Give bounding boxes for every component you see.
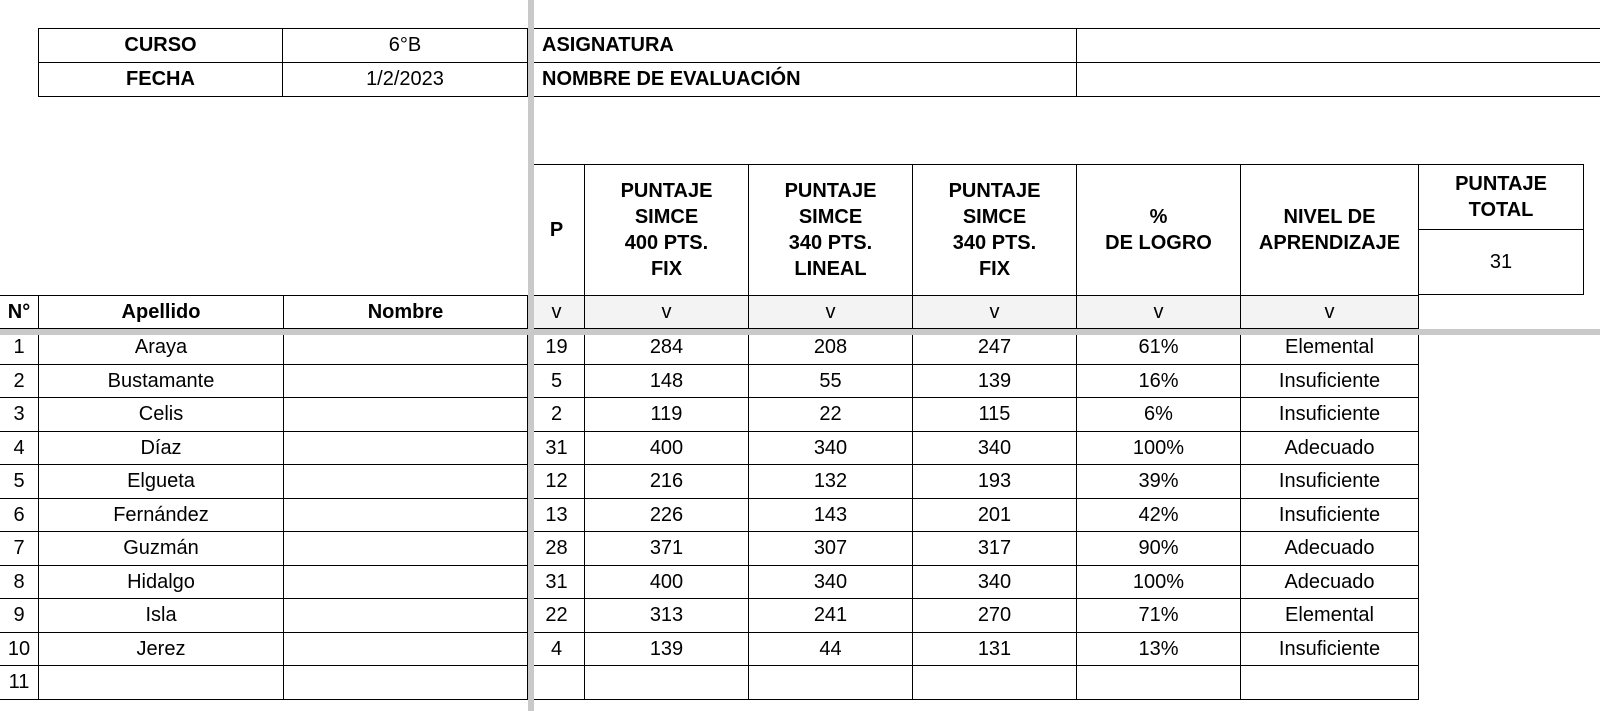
cell-nombre[interactable] — [283, 465, 528, 499]
cell-simce-340-fix[interactable]: 247 — [913, 331, 1077, 365]
cell-simce-340-fix[interactable]: 270 — [913, 599, 1077, 633]
cell-num[interactable]: 4 — [0, 432, 38, 465]
cell-p[interactable] — [528, 666, 585, 700]
header-logro-text: % DE LOGRO — [1105, 206, 1212, 254]
header-simce-340-lineal-text: PUNTAJE SIMCE 340 PTS. LINEAL — [784, 180, 877, 280]
curso-label[interactable]: CURSO — [38, 28, 283, 63]
filter-nivel[interactable]: v — [1241, 295, 1419, 329]
cell-p[interactable]: 28 — [528, 532, 585, 566]
cell-num[interactable]: 7 — [0, 532, 38, 566]
cell-num[interactable]: 9 — [0, 599, 38, 633]
cell-simce-340-fix[interactable]: 201 — [913, 499, 1077, 532]
cell-num[interactable]: 11 — [0, 666, 38, 700]
cell-nombre[interactable] — [283, 432, 528, 465]
cell-apellido[interactable]: Elgueta — [38, 465, 283, 499]
cell-nivel[interactable]: Insuficiente — [1241, 465, 1419, 499]
filter-p[interactable]: v — [528, 295, 585, 329]
header-p[interactable]: P — [528, 164, 585, 295]
cell-p[interactable]: 2 — [528, 398, 585, 432]
cell-nivel[interactable]: Insuficiente — [1241, 398, 1419, 432]
cell-simce-340-lineal[interactable]: 241 — [749, 599, 913, 633]
cell-logro[interactable]: 16% — [1077, 365, 1241, 398]
cell-simce-340-fix[interactable]: 340 — [913, 566, 1077, 599]
cell-apellido[interactable]: Díaz — [38, 432, 283, 465]
filter-simce-340-fix[interactable]: v — [913, 295, 1077, 329]
header-logro[interactable] — [1077, 164, 1241, 295]
curso-value[interactable]: 6°B — [283, 28, 528, 63]
cell-logro[interactable] — [1077, 666, 1241, 700]
cell-nivel[interactable]: Insuficiente — [1241, 633, 1419, 666]
cell-p[interactable]: 12 — [528, 465, 585, 499]
cell-logro[interactable]: 100% — [1077, 566, 1241, 599]
cell-simce-340-fix[interactable]: 131 — [913, 633, 1077, 666]
frozen-column-divider[interactable] — [528, 0, 534, 711]
cell-num[interactable]: 6 — [0, 499, 38, 532]
header-simce-400-fix[interactable] — [585, 164, 749, 295]
cell-simce-400-fix[interactable] — [585, 666, 749, 700]
cell-nombre[interactable] — [283, 599, 528, 633]
evaluacion-value[interactable] — [1077, 63, 1600, 97]
cell-nivel[interactable]: Insuficiente — [1241, 499, 1419, 532]
filter-logro[interactable]: v — [1077, 295, 1241, 329]
asignatura-value[interactable] — [1077, 28, 1600, 63]
cell-nivel[interactable]: Adecuado — [1241, 566, 1419, 599]
cell-num[interactable]: 8 — [0, 566, 38, 599]
cell-simce-340-fix[interactable]: 340 — [913, 432, 1077, 465]
cell-simce-400-fix[interactable]: 226 — [585, 499, 749, 532]
header-nivel[interactable] — [1241, 164, 1419, 295]
cell-p[interactable]: 31 — [528, 432, 585, 465]
cell-apellido[interactable]: Celis — [38, 398, 283, 432]
fecha-value[interactable]: 1/2/2023 — [283, 63, 528, 97]
cell-logro[interactable]: 6% — [1077, 398, 1241, 432]
cell-simce-400-fix[interactable]: 284 — [585, 331, 749, 365]
cell-simce-400-fix[interactable]: 148 — [585, 365, 749, 398]
cell-simce-340-lineal[interactable]: 340 — [749, 566, 913, 599]
header-num[interactable]: N° — [0, 295, 38, 329]
header-apellido[interactable]: Apellido — [38, 295, 283, 329]
filter-simce-340-lineal[interactable]: v — [749, 295, 913, 329]
cell-nombre[interactable] — [283, 666, 528, 700]
cell-simce-340-lineal[interactable]: 55 — [749, 365, 913, 398]
cell-num[interactable]: 10 — [0, 633, 38, 666]
cell-nivel[interactable]: Elemental — [1241, 599, 1419, 633]
cell-simce-400-fix[interactable]: 400 — [585, 432, 749, 465]
cell-simce-400-fix[interactable]: 400 — [585, 566, 749, 599]
header-puntaje-total-text: PUNTAJE TOTAL — [1455, 173, 1547, 221]
cell-apellido[interactable]: Bustamante — [38, 365, 283, 398]
cell-p[interactable]: 5 — [528, 365, 585, 398]
cell-simce-340-fix[interactable]: 139 — [913, 365, 1077, 398]
cell-logro[interactable]: 13% — [1077, 633, 1241, 666]
header-simce-400-fix-text: PUNTAJE SIMCE 400 PTS. FIX — [620, 180, 713, 280]
filter-simce-400-fix[interactable]: v — [585, 295, 749, 329]
header-simce-340-lineal[interactable] — [749, 164, 913, 295]
cell-simce-340-fix[interactable]: 193 — [913, 465, 1077, 499]
cell-simce-400-fix[interactable]: 313 — [585, 599, 749, 633]
cell-apellido[interactable]: Fernández — [38, 499, 283, 532]
header-simce-340-fix[interactable] — [913, 164, 1077, 295]
cell-simce-340-lineal[interactable]: 22 — [749, 398, 913, 432]
cell-simce-340-lineal[interactable]: 143 — [749, 499, 913, 532]
header-nivel-text: NIVEL DE APRENDIZAJE — [1258, 206, 1401, 254]
cell-logro[interactable]: 42% — [1077, 499, 1241, 532]
cell-nivel[interactable]: Adecuado — [1241, 532, 1419, 566]
cell-logro[interactable]: 39% — [1077, 465, 1241, 499]
cell-p[interactable]: 22 — [528, 599, 585, 633]
cell-nombre[interactable] — [283, 398, 528, 432]
cell-apellido[interactable] — [38, 666, 283, 700]
cell-nivel[interactable] — [1241, 666, 1419, 700]
cell-p[interactable]: 4 — [528, 633, 585, 666]
cell-simce-340-lineal[interactable]: 307 — [749, 532, 913, 566]
cell-nivel[interactable]: Elemental — [1241, 331, 1419, 365]
cell-p[interactable]: 31 — [528, 566, 585, 599]
cell-simce-340-fix[interactable]: 317 — [913, 532, 1077, 566]
cell-simce-400-fix[interactable]: 371 — [585, 532, 749, 566]
cell-apellido[interactable]: Jerez — [38, 633, 283, 666]
cell-apellido[interactable]: Isla — [38, 599, 283, 633]
cell-nombre[interactable] — [283, 633, 528, 666]
cell-simce-340-lineal[interactable]: 132 — [749, 465, 913, 499]
cell-apellido[interactable]: Araya — [38, 331, 283, 365]
cell-num[interactable]: 2 — [0, 365, 38, 398]
evaluacion-label[interactable]: NOMBRE DE EVALUACIÓN — [534, 63, 1077, 97]
cell-simce-400-fix[interactable]: 139 — [585, 633, 749, 666]
cell-num[interactable]: 1 — [0, 331, 38, 365]
cell-nivel[interactable]: Insuficiente — [1241, 365, 1419, 398]
cell-simce-400-fix[interactable]: 119 — [585, 398, 749, 432]
cell-simce-340-lineal[interactable]: 44 — [749, 633, 913, 666]
cell-simce-340-lineal[interactable]: 340 — [749, 432, 913, 465]
cell-simce-340-lineal[interactable]: 208 — [749, 331, 913, 365]
cell-p[interactable]: 19 — [528, 331, 585, 365]
header-simce-340-fix-text: PUNTAJE SIMCE 340 PTS. FIX — [948, 180, 1041, 280]
cell-logro[interactable]: 100% — [1077, 432, 1241, 465]
cell-simce-400-fix[interactable]: 216 — [585, 465, 749, 499]
cell-simce-340-lineal[interactable] — [749, 666, 913, 700]
cell-logro[interactable]: 71% — [1077, 599, 1241, 633]
cell-apellido[interactable]: Guzmán — [38, 532, 283, 566]
cell-num[interactable]: 3 — [0, 398, 38, 432]
cell-simce-340-fix[interactable]: 115 — [913, 398, 1077, 432]
cell-nombre[interactable] — [283, 331, 528, 365]
cell-nombre[interactable] — [283, 365, 528, 398]
cell-nombre[interactable] — [283, 566, 528, 599]
fecha-label[interactable]: FECHA — [38, 63, 283, 97]
header-nombre[interactable]: Nombre — [283, 295, 528, 329]
cell-apellido[interactable]: Hidalgo — [38, 566, 283, 599]
header-puntaje-total[interactable] — [1419, 164, 1584, 230]
cell-num[interactable]: 5 — [0, 465, 38, 499]
puntaje-total-value[interactable]: 31 — [1419, 230, 1584, 295]
cell-nombre[interactable] — [283, 499, 528, 532]
cell-logro[interactable]: 90% — [1077, 532, 1241, 566]
cell-logro[interactable]: 61% — [1077, 331, 1241, 365]
cell-nombre[interactable] — [283, 532, 528, 566]
cell-simce-340-fix[interactable] — [913, 666, 1077, 700]
cell-nivel[interactable]: Adecuado — [1241, 432, 1419, 465]
cell-p[interactable]: 13 — [528, 499, 585, 532]
asignatura-label[interactable]: ASIGNATURA — [534, 28, 1077, 63]
frozen-row-divider[interactable] — [0, 329, 1600, 335]
